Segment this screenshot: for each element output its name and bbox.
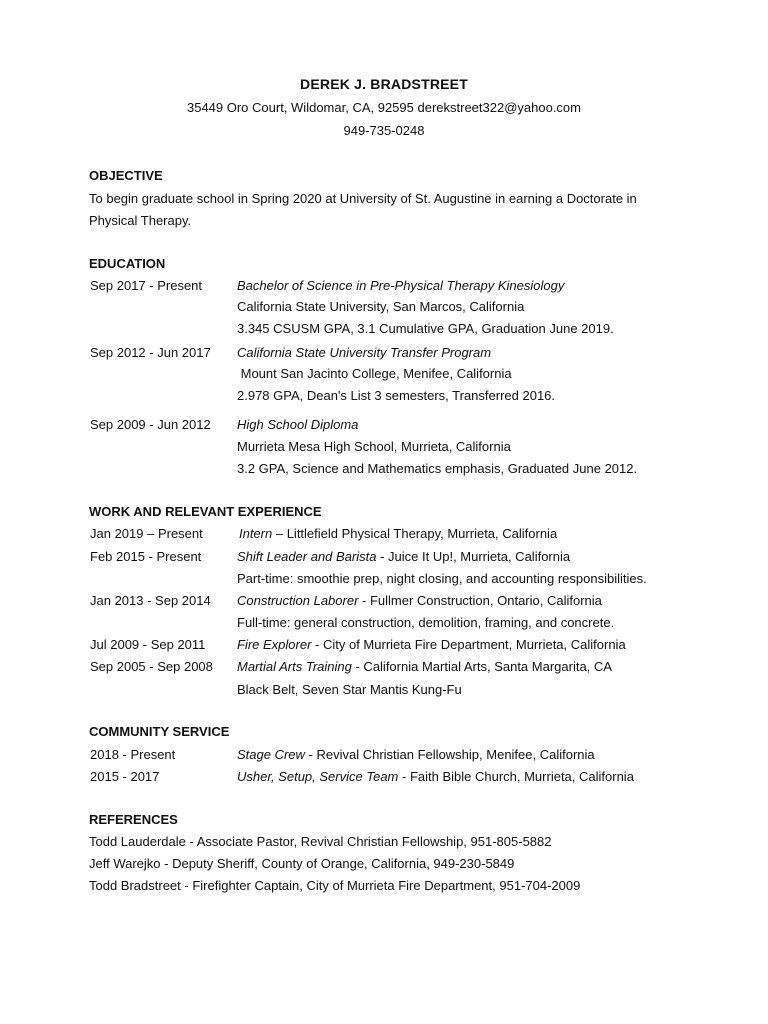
community-heading: COMMUNITY SERVICE <box>89 724 230 739</box>
education-dates: Sep 2012 - Jun 2017 <box>90 345 211 360</box>
education-heading: EDUCATION <box>89 256 166 271</box>
community-position <box>237 747 595 762</box>
objective-text-line-2: Physical Therapy. <box>89 213 192 228</box>
education-school: Murrieta Mesa High School, Murrieta, California <box>237 439 511 454</box>
objective-heading: OBJECTIVE <box>89 168 163 183</box>
contact-phone: 949-735-0248 <box>343 123 425 138</box>
community-dates: 2018 - Present <box>90 747 176 762</box>
work-dates: Sep 2005 - Sep 2008 <box>90 659 213 674</box>
reference-entry: Todd Lauderdale - Associate Pastor, Revival Christian Fellowship, 951-805-5882 <box>89 834 552 849</box>
education-gpa: 3.345 CSUSM GPA, 3.1 Cumulative GPA, Graduation June 2019. <box>237 321 614 336</box>
work-description: Part-time: smoothie prep, night closing, and accounting responsibilities. <box>237 571 647 586</box>
education-dates: Sep 2009 - Jun 2012 <box>90 417 211 432</box>
education-degree: California State University Transfer Program <box>237 345 492 360</box>
work-heading: WORK AND RELEVANT EXPERIENCE <box>89 504 322 519</box>
work-dates: Jan 2013 - Sep 2014 <box>90 593 211 608</box>
work-position <box>237 659 612 674</box>
work-org: - Juice It Up!, Murrieta, California <box>376 549 571 564</box>
work-role: Fire Explorer <box>237 637 312 652</box>
community-org: - Faith Bible Church, Murrieta, California <box>398 769 634 784</box>
candidate-name: DEREK J. BRADSTREET <box>300 76 468 92</box>
work-position <box>239 526 557 541</box>
community-org: - Revival Christian Fellowship, Menifee, California <box>304 747 595 762</box>
education-degree: Bachelor of Science in Pre-Physical Therapy Kinesiology <box>237 278 565 293</box>
objective-text-line-1: To begin graduate school in Spring 2020 at University of St. Augustine in earning a Doctorate in <box>89 191 637 206</box>
community-role: Stage Crew <box>237 747 305 762</box>
work-description: Black Belt, Seven Star Mantis Kung-Fu <box>237 682 462 697</box>
work-org: - City of Murrieta Fire Department, Murrieta, California <box>311 637 626 652</box>
work-role: Shift Leader and Barista <box>237 549 377 564</box>
work-role: Construction Laborer <box>237 593 359 608</box>
work-position <box>237 593 602 608</box>
work-role: Intern <box>239 526 273 541</box>
work-org: - Fullmer Construction, Ontario, California <box>358 593 602 608</box>
work-role: Martial Arts Training <box>237 659 352 674</box>
work-dates: Jan 2019 – Present <box>90 526 203 541</box>
work-org: – Littlefield Physical Therapy, Murrieta, California <box>272 526 558 541</box>
community-position <box>237 769 634 784</box>
contact-address-email: 35449 Oro Court, Wildomar, CA, 92595 derekstreet322@yahoo.com <box>186 100 581 115</box>
education-school: Mount San Jacinto College, Menifee, California <box>237 366 512 381</box>
community-role: Usher, Setup, Service Team <box>237 769 399 784</box>
reference-entry: Todd Bradstreet - Firefighter Captain, City of Murrieta Fire Department, 951-704-2009 <box>89 878 581 893</box>
work-org: - California Martial Arts, Santa Margarita, CA <box>351 659 612 674</box>
references-heading: REFERENCES <box>89 812 178 827</box>
education-degree: High School Diploma <box>237 417 359 432</box>
education-school: California State University, San Marcos, California <box>237 299 525 314</box>
work-position <box>237 549 570 564</box>
education-gpa: 3.2 GPA, Science and Mathematics emphasis, Graduated June 2012. <box>237 461 638 476</box>
education-gpa: 2.978 GPA, Dean's List 3 semesters, Transferred 2016. <box>237 388 556 403</box>
community-dates: 2015 - 2017 <box>90 769 160 784</box>
work-dates: Feb 2015 - Present <box>90 549 202 564</box>
work-position <box>237 637 626 652</box>
work-dates: Jul 2009 - Sep 2011 <box>90 637 206 652</box>
reference-entry: Jeff Warejko - Deputy Sheriff, County of Orange, California, 949-230-5849 <box>89 856 515 871</box>
education-dates: Sep 2017 - Present <box>90 278 203 293</box>
work-description: Full-time: general construction, demolition, framing, and concrete. <box>237 615 615 630</box>
